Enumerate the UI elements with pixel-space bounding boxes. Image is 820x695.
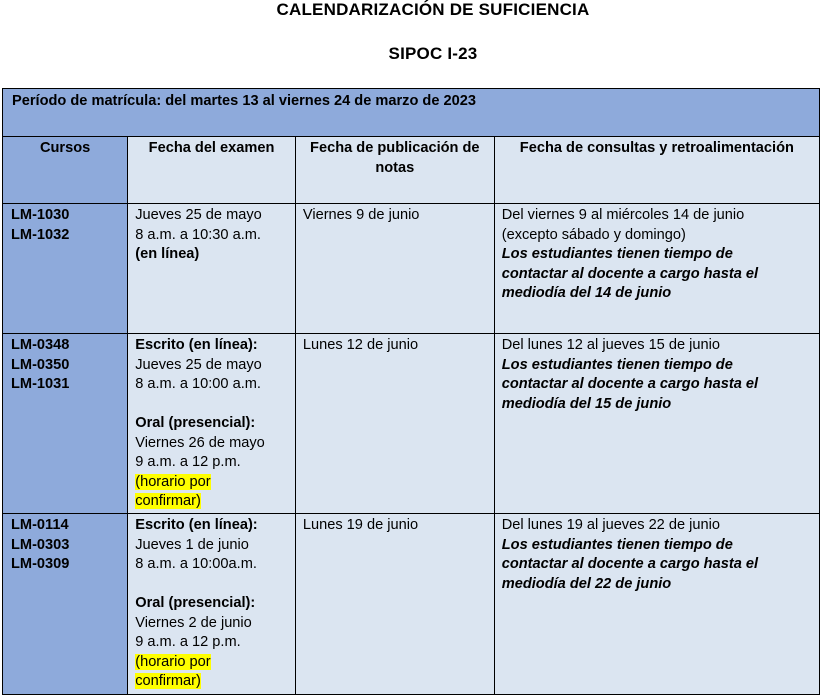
course-code: LM-0348 — [11, 337, 70, 353]
exam-date-cell — [128, 204, 296, 334]
course-code: LM-1032 — [11, 226, 70, 243]
consult-note: Los estudiantes tienen tiempo de — [501, 356, 733, 373]
exam-date-cell — [128, 514, 296, 695]
course-code: LM-0350 — [11, 356, 70, 373]
consult-note: Los estudiantes tienen tiempo de — [501, 246, 733, 262]
consult-note: contactar al docente a cargo hasta el — [501, 265, 759, 282]
publication-cell — [295, 334, 494, 514]
publication-date: Viernes 9 de junio — [302, 207, 420, 223]
course-code: LM-0309 — [11, 556, 70, 572]
publication-cell — [295, 514, 494, 695]
exam-date: Jueves 25 de mayo — [135, 356, 262, 373]
header-row — [3, 137, 820, 204]
header-courses: Cursos — [3, 137, 128, 204]
consult-note: contactar al docente a cargo hasta el — [501, 376, 759, 392]
exam-date-cell — [128, 334, 296, 514]
tbd-highlight: (horario por — [135, 653, 211, 670]
exam-date: Viernes 2 de junio — [135, 614, 252, 631]
publication-date: Lunes 12 de junio — [302, 337, 419, 353]
consult-cell — [494, 204, 819, 334]
consult-note: mediodía del 15 de junio — [501, 395, 672, 412]
enrollment-period: Período de matrícula: del martes 13 al viernes 24 de marzo de 2023 — [3, 89, 820, 137]
oral-exam-label: Oral (presencial): — [135, 595, 256, 611]
course-code: LM-1030 — [11, 207, 70, 223]
table-row — [3, 514, 820, 695]
course-code: LM-0114 — [11, 517, 69, 533]
exam-time: 8 a.m. a 10:30 a.m. — [135, 226, 261, 243]
consult-note: Los estudiantes tienen tiempo de — [501, 536, 733, 553]
consult-note: mediodía del 14 de junio — [501, 285, 672, 301]
consult-range: Del viernes 9 al miércoles 14 de junio — [501, 207, 745, 223]
tbd-highlight: confirmar) — [135, 493, 201, 509]
consult-note: mediodía del 22 de junio — [501, 575, 672, 592]
table-row — [3, 334, 820, 514]
course-code: LM-1031 — [11, 376, 70, 392]
oral-exam-label: Oral (presencial): — [135, 415, 256, 431]
table-row — [3, 204, 820, 334]
header-consult-date: Fecha de consultas y retroalimentación — [494, 137, 819, 204]
header-exam-date: Fecha del examen — [128, 137, 296, 204]
consult-note: contactar al docente a cargo hasta el — [501, 556, 759, 572]
exam-mode: (en línea) — [135, 246, 200, 262]
consult-cell — [494, 334, 819, 514]
consult-exception: (excepto sábado y domingo) — [501, 226, 686, 243]
exam-time: 8 a.m. a 10:00a.m. — [135, 556, 257, 572]
written-exam-label: Escrito (en línea): — [135, 517, 258, 533]
publication-date: Lunes 19 de junio — [302, 517, 419, 533]
exam-date: Jueves 1 de junio — [135, 536, 249, 553]
schedule-table — [2, 88, 820, 695]
exam-date: Jueves 25 de mayo — [135, 207, 262, 223]
course-codes — [3, 514, 128, 695]
exam-time: 8 a.m. a 10:00 a.m. — [135, 376, 261, 392]
written-exam-label: Escrito (en línea): — [135, 337, 258, 353]
exam-date: Viernes 26 de mayo — [135, 434, 265, 451]
course-codes — [3, 204, 128, 334]
tbd-highlight: confirmar) — [135, 673, 201, 689]
document-subtitle: SIPOC I-23 — [388, 44, 478, 63]
consult-range: Del lunes 12 al jueves 15 de junio — [501, 337, 720, 353]
course-code: LM-0303 — [11, 536, 70, 553]
period-row — [3, 89, 820, 137]
exam-time: 9 a.m. a 12 p.m. — [135, 454, 241, 470]
consult-range: Del lunes 19 al jueves 22 de junio — [501, 517, 720, 533]
document-title: CALENDARIZACIÓN DE SUFICIENCIA — [276, 0, 590, 19]
exam-time: 9 a.m. a 12 p.m. — [135, 634, 241, 650]
header-publication-date: Fecha de publicación de notas — [295, 137, 494, 204]
tbd-highlight: (horario por — [135, 473, 211, 490]
publication-cell — [295, 204, 494, 334]
consult-cell — [494, 514, 819, 695]
course-codes — [3, 334, 128, 514]
